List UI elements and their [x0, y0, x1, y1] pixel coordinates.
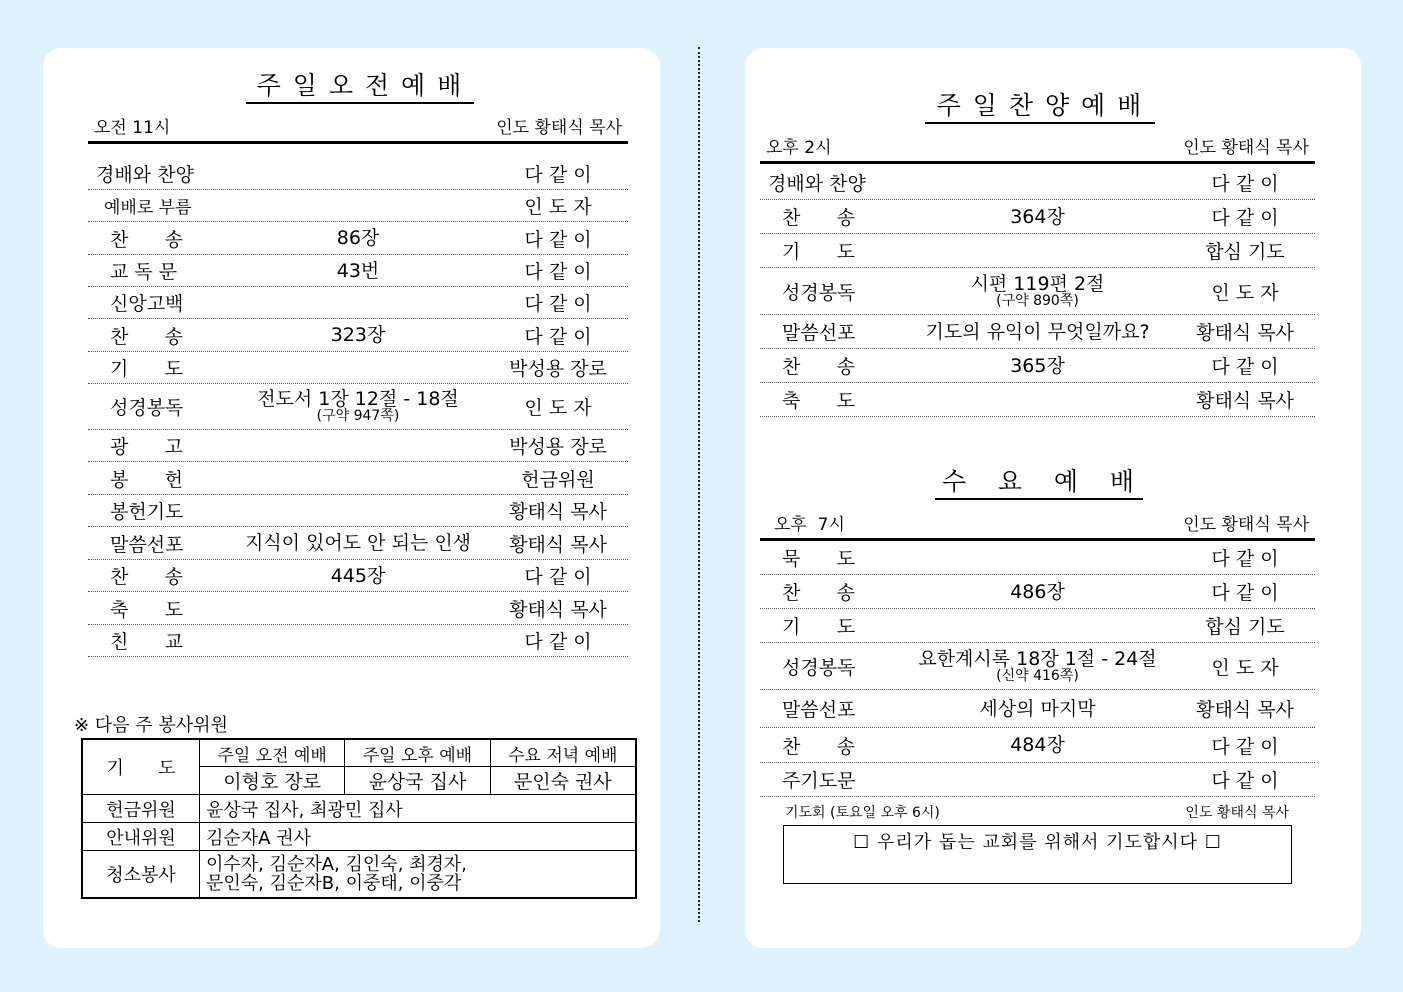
order-detail — [228, 533, 488, 553]
order-row — [760, 166, 1315, 200]
order-detail — [900, 735, 1175, 755]
morning-header — [88, 116, 628, 144]
volunteers-heading: ※ 다음 주 봉사위원 — [74, 715, 228, 736]
order-row — [88, 222, 628, 255]
detail-text: 323장 — [330, 324, 386, 346]
order-item: 묵 도 — [782, 548, 855, 570]
order-item: 교 독 문 — [110, 261, 178, 283]
afternoon-header — [760, 136, 1315, 164]
morning-title: 주 일 오 전 예 배 — [246, 70, 474, 104]
order-row — [760, 541, 1315, 575]
order-detail — [900, 699, 1175, 719]
order-person: 다 같 이 — [524, 163, 592, 186]
wednesday-title: 수 요 예 배 — [935, 466, 1143, 500]
order-row — [760, 234, 1315, 268]
order-item: 봉헌기도 — [110, 501, 184, 523]
order-row — [88, 625, 628, 657]
order-detail — [228, 325, 488, 345]
detail-text: 365장 — [1010, 354, 1065, 377]
order-row — [760, 728, 1315, 763]
afternoon-leader: 인도 황태식 목사 — [1183, 138, 1309, 158]
prayer-request-box: ☐ 우리가 돕는 교회를 위해서 기도합시다 ☐ — [783, 825, 1292, 884]
usher-names: 김순자A 권사 — [200, 823, 637, 851]
order-row — [88, 592, 628, 625]
order-item: 기 도 — [782, 241, 855, 263]
detail-text: 486장 — [1010, 580, 1065, 603]
order-person: 인 도 자 — [524, 397, 592, 419]
detail-subtext: (구약 947쪽) — [316, 408, 400, 424]
order-person: 다 같 이 — [524, 293, 592, 315]
prayer-meeting-leader: 인도 황태식 목사 — [1185, 805, 1289, 821]
detail-subtext: (신약 416쪽) — [996, 667, 1079, 684]
order-detail — [228, 261, 488, 281]
order-item: 말씀선포 — [782, 322, 856, 344]
detail-text: 전도서 1장 12절 - 18절 — [257, 388, 459, 410]
order-person: 다 같 이 — [524, 261, 592, 283]
order-person: 황태식 목사 — [1196, 390, 1294, 412]
order-row — [760, 268, 1315, 315]
order-row — [760, 575, 1315, 609]
order-row — [88, 255, 628, 287]
cleaning-label: 청소봉사 — [82, 851, 200, 899]
order-person: 다 같 이 — [524, 228, 592, 251]
order-person: 인 도 자 — [524, 196, 592, 218]
order-row — [760, 383, 1315, 417]
detail-text: 484장 — [1010, 734, 1065, 756]
morning-order-table — [88, 157, 628, 657]
prayer-meeting-info — [785, 802, 1289, 822]
order-item: 찬 송 — [110, 228, 183, 251]
morning-time: 오전 11시 — [94, 118, 171, 138]
order-row — [760, 200, 1315, 234]
service-header: 주일 오전 예배 — [200, 739, 345, 767]
order-person: 헌금위원 — [521, 468, 595, 491]
order-person: 다 같 이 — [1211, 207, 1279, 229]
detail-text: 세상의 마지막 — [979, 697, 1096, 720]
order-person: 다 같 이 — [1211, 356, 1279, 378]
detail-text: 364장 — [1010, 205, 1065, 228]
order-person: 황태식 목사 — [509, 598, 607, 621]
order-row — [760, 349, 1315, 383]
order-person: 다 같 이 — [1211, 582, 1279, 604]
order-row — [88, 287, 628, 319]
order-item: 말씀선포 — [782, 699, 856, 721]
order-person: 다 같 이 — [1211, 548, 1279, 570]
afternoon-title: 주 일 찬 양 예 배 — [925, 90, 1155, 124]
detail-text: 445장 — [330, 564, 386, 587]
prayer-name: 윤상국 집사 — [345, 767, 490, 795]
order-person: 다 같 이 — [524, 566, 592, 588]
order-item: 말씀선포 — [110, 533, 184, 556]
cleaning-line-1: 이수자, 김순자A, 김인숙, 최경자, — [206, 854, 468, 875]
order-row — [760, 690, 1315, 728]
order-row — [88, 319, 628, 352]
detail-text: 86장 — [336, 227, 380, 249]
order-detail — [228, 566, 488, 586]
order-detail — [900, 322, 1175, 342]
wednesday-leader: 인도 황태식 목사 — [1183, 515, 1309, 535]
fold-divider — [698, 47, 700, 922]
order-person: 인 도 자 — [1211, 656, 1279, 679]
order-row — [88, 384, 628, 430]
order-item: 경배와 찬양 — [96, 163, 194, 186]
order-person: 박성용 장로 — [509, 358, 607, 380]
order-item: 축 도 — [110, 598, 183, 621]
order-person: 다 같 이 — [524, 631, 592, 653]
order-item: 성경봉독 — [782, 281, 856, 304]
order-row — [88, 527, 628, 560]
order-person: 합심 기도 — [1205, 616, 1285, 638]
afternoon-order-table — [760, 166, 1315, 417]
order-detail — [900, 207, 1175, 227]
order-row — [760, 609, 1315, 643]
prayer-meeting-label: 기도회 (토요일 오후 6시) — [785, 805, 940, 821]
order-person: 다 같 이 — [1211, 173, 1279, 195]
order-person: 황태식 목사 — [1196, 322, 1294, 344]
order-item: 봉 헌 — [110, 468, 183, 491]
order-item: 광 고 — [110, 436, 183, 458]
order-item: 찬 송 — [782, 582, 855, 604]
order-person: 다 같 이 — [524, 325, 592, 348]
afternoon-time: 오후 2시 — [766, 138, 832, 158]
order-item: 찬 송 — [782, 735, 855, 758]
order-row — [88, 462, 628, 495]
detail-text: 요한계시록 18장 1절 - 24절 — [918, 647, 1157, 670]
order-row — [760, 763, 1315, 797]
service-header: 수요 저녁 예배 — [490, 739, 636, 767]
order-item: 친 교 — [110, 631, 183, 653]
order-row — [88, 190, 628, 222]
service-header: 주일 오후 예배 — [345, 739, 490, 767]
prayer-name: 이형호 장로 — [200, 767, 345, 795]
offering-names: 윤상국 집사, 최광민 집사 — [200, 795, 637, 823]
morning-leader: 인도 황태식 목사 — [496, 118, 622, 138]
order-detail — [900, 356, 1175, 376]
detail-text: 시편 119편 2절 — [970, 272, 1105, 295]
wednesday-time: 오후 7시 — [774, 515, 845, 535]
volunteers-table — [81, 738, 637, 899]
wednesday-header — [760, 513, 1315, 541]
detail-text: 지식이 있어도 안 되는 인생 — [244, 532, 472, 554]
order-row — [88, 430, 628, 462]
order-detail — [900, 274, 1175, 309]
order-row — [760, 643, 1315, 690]
order-detail — [228, 389, 488, 424]
cleaning-names — [200, 851, 637, 899]
prayer-name: 문인숙 권사 — [490, 767, 636, 795]
order-person: 황태식 목사 — [509, 533, 607, 556]
order-row — [88, 157, 628, 190]
order-person: 황태식 목사 — [1196, 699, 1294, 721]
order-person: 황태식 목사 — [509, 501, 607, 523]
order-item: 성경봉독 — [782, 656, 856, 679]
order-row — [760, 315, 1315, 349]
order-person: 다 같 이 — [1211, 735, 1279, 758]
order-row — [88, 495, 628, 527]
order-person: 박성용 장로 — [509, 436, 607, 458]
offering-label: 헌금위원 — [82, 795, 200, 823]
order-detail — [900, 649, 1175, 684]
order-row — [88, 560, 628, 592]
order-item: 주기도문 — [782, 770, 856, 792]
order-detail — [900, 582, 1175, 602]
cleaning-line-2: 문인숙, 김순자B, 이중태, 이중각 — [206, 873, 462, 894]
order-item: 경배와 찬양 — [768, 173, 866, 195]
order-person: 인 도 자 — [1211, 281, 1279, 304]
order-item: 성경봉독 — [110, 397, 184, 419]
usher-label: 안내위원 — [82, 823, 200, 851]
order-person: 합심 기도 — [1205, 241, 1285, 263]
detail-text: 기도의 유익이 무엇일까요? — [925, 320, 1150, 343]
detail-text: 43번 — [336, 259, 380, 282]
order-item: 예배로 부름 — [104, 198, 192, 218]
order-item: 기 도 — [110, 358, 183, 380]
order-detail — [228, 228, 488, 248]
order-item: 찬 송 — [110, 325, 183, 348]
order-item: 기 도 — [782, 616, 855, 638]
order-person: 다 같 이 — [1211, 770, 1279, 792]
order-row — [88, 352, 628, 384]
order-item: 찬 송 — [782, 356, 855, 378]
order-item: 신앙고백 — [110, 293, 184, 315]
order-item: 찬 송 — [782, 207, 855, 229]
detail-subtext: (구약 890쪽) — [996, 292, 1079, 309]
order-item: 찬 송 — [110, 566, 183, 588]
prayer-label: 기 도 — [82, 739, 200, 795]
wednesday-order-table — [760, 541, 1315, 797]
order-item: 축 도 — [782, 390, 855, 412]
